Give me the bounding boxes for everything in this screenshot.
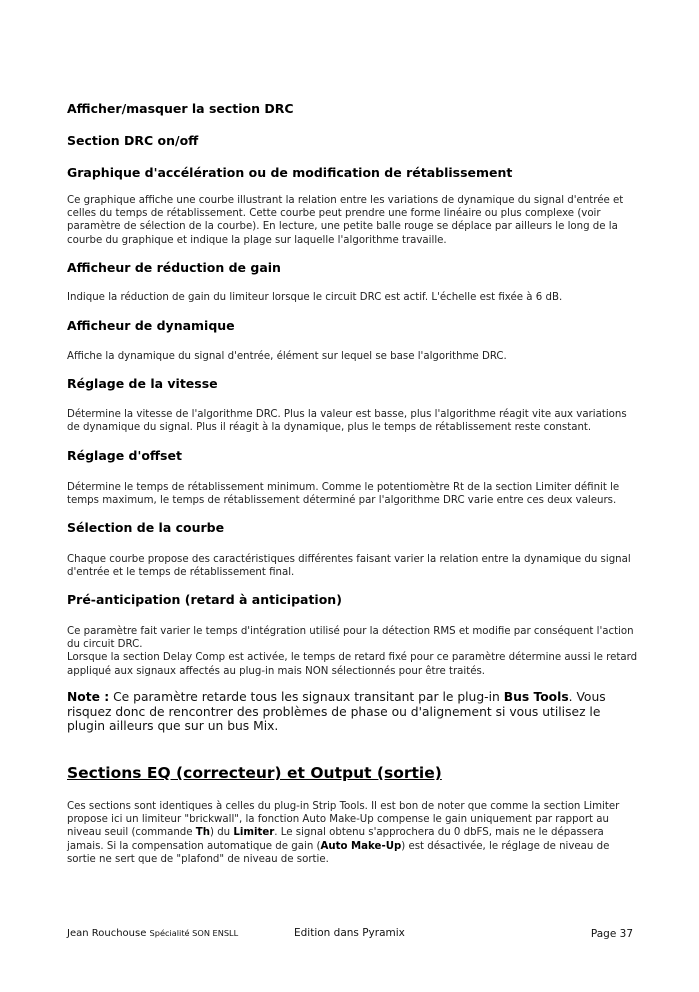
eq-bold-th: Th [195, 827, 210, 839]
paragraph-pre-anticipation-line2: Lorsque la section Delay Comp est activée, le temps de retard fixé pour ce paramètre détermine aussi le retard appliqué aux signaux affectés au plug-in mais NON sélectionnés pour être traités. [67, 652, 638, 677]
paragraph-pre-anticipation-line1: Ce paramètre fait varier le temps d'intégration utilisé pour la détection RMS et modifie par conséquent l'action du circuit DRC. [67, 626, 634, 651]
eq-bold-auto-makeup: Auto Make-Up [320, 840, 402, 852]
note-text-b: . Vous risquez donc de rencontrer des problèmes de phase ou d'alignement si vous utilisez le plugin ailleurs que sur un bus Mix. [67, 690, 606, 734]
paragraph-curve-selection: Chaque courbe propose des caractéristiques différentes faisant varier la relation entre la dynamique du signal d'entrée et le temps de rétablissement final. [67, 554, 631, 579]
footer-page-number: Page 37 [590, 928, 633, 940]
paragraph-dynamics-meter: Affiche la dynamique du signal d'entrée, élément sur lequel se base l'algorithme DRC. [67, 351, 507, 362]
heading-speed-setting: Réglage de la vitesse [67, 376, 218, 391]
footer-author [67, 928, 238, 939]
footer-title: Edition dans Pyramix [294, 927, 405, 939]
paragraph-pre-anticipation [67, 625, 639, 678]
note-bold-bus-tools: Bus Tools [503, 690, 569, 704]
heading-dynamics-meter: Afficheur de dynamique [67, 318, 235, 333]
heading-pre-anticipation: Pré-anticipation (retard à anticipation) [67, 592, 342, 607]
note-text-a: Ce paramètre retarde tous les signaux transitant par le plug-in [113, 690, 500, 704]
paragraph-eq-output [67, 800, 639, 866]
heading-drc-on-off: Section DRC on/off [67, 133, 199, 148]
eq-bold-limiter: Limiter [233, 827, 275, 839]
heading-offset-setting: Réglage d'offset [67, 448, 182, 463]
paragraph-gain-reduction-meter: Indique la réduction de gain du limiteur lorsque le circuit DRC est actif. L'échelle est fixée à 6 dB. [67, 292, 563, 303]
footer-author-name: Jean Rouchouse [67, 928, 147, 939]
heading-acceleration-graph: Graphique d'accélération ou de modification de rétablissement [67, 165, 513, 180]
section-title-eq-output: Sections EQ (correcteur) et Output (sortie) [67, 764, 442, 782]
note-label: Note : [67, 690, 110, 704]
eq-text-1: Ces sections sont identiques à celles du plug-in Strip Tools. Il est bon de noter que comme la section Limiter propose ici un limiteur "brickwall", la fonction Auto Make-Up compense le gain uniquement par rapport au niveau seuil (commande [67, 801, 620, 839]
eq-text-2: ) du [210, 827, 231, 839]
note-paragraph [67, 690, 639, 734]
paragraph-offset-setting: Détermine le temps de rétablissement minimum. Comme le potentiomètre Rt de la section Limiter définit le temps maximum, le temps de rétablissement déterminé par l'algorithme DRC varie entre ces deux valeurs. [67, 482, 620, 507]
footer-specialty: Spécialité SON ENSLL [149, 928, 239, 938]
paragraph-acceleration-graph: Ce graphique affiche une courbe illustrant la relation entre les variations de dynamique du signal d'entrée et celles du temps de rétablissement. Cette courbe peut prendre une forme linéaire ou plus complexe (voir paramètre de sélection de la courbe). En lecture, une petite balle rouge se déplace par ailleurs le long de la courbe du graphique et indique la plage sur laquelle l'algorithme travaille. [67, 195, 624, 246]
heading-show-hide-drc: Afficher/masquer la section DRC [67, 101, 294, 116]
heading-gain-reduction-meter: Afficheur de réduction de gain [67, 260, 281, 275]
paragraph-speed-setting: Détermine la vitesse de l'algorithme DRC. Plus la valeur est basse, plus l'algorithme réagit vite aux variations de dynamique du signal. Plus il réagit à la dynamique, plus le temps de rétablissement reste constant. [67, 409, 627, 434]
eq-text-4: ) est désactivée, le réglage de niveau de sortie ne sert que de "plafond" de niveau de sortie. [67, 840, 610, 865]
heading-curve-selection: Sélection de la courbe [67, 520, 225, 535]
eq-text-3: . Le signal obtenu s'approchera du 0 dbFS, mais ne le dépassera jamais. Si la compensation automatique de gain ( [67, 827, 604, 852]
